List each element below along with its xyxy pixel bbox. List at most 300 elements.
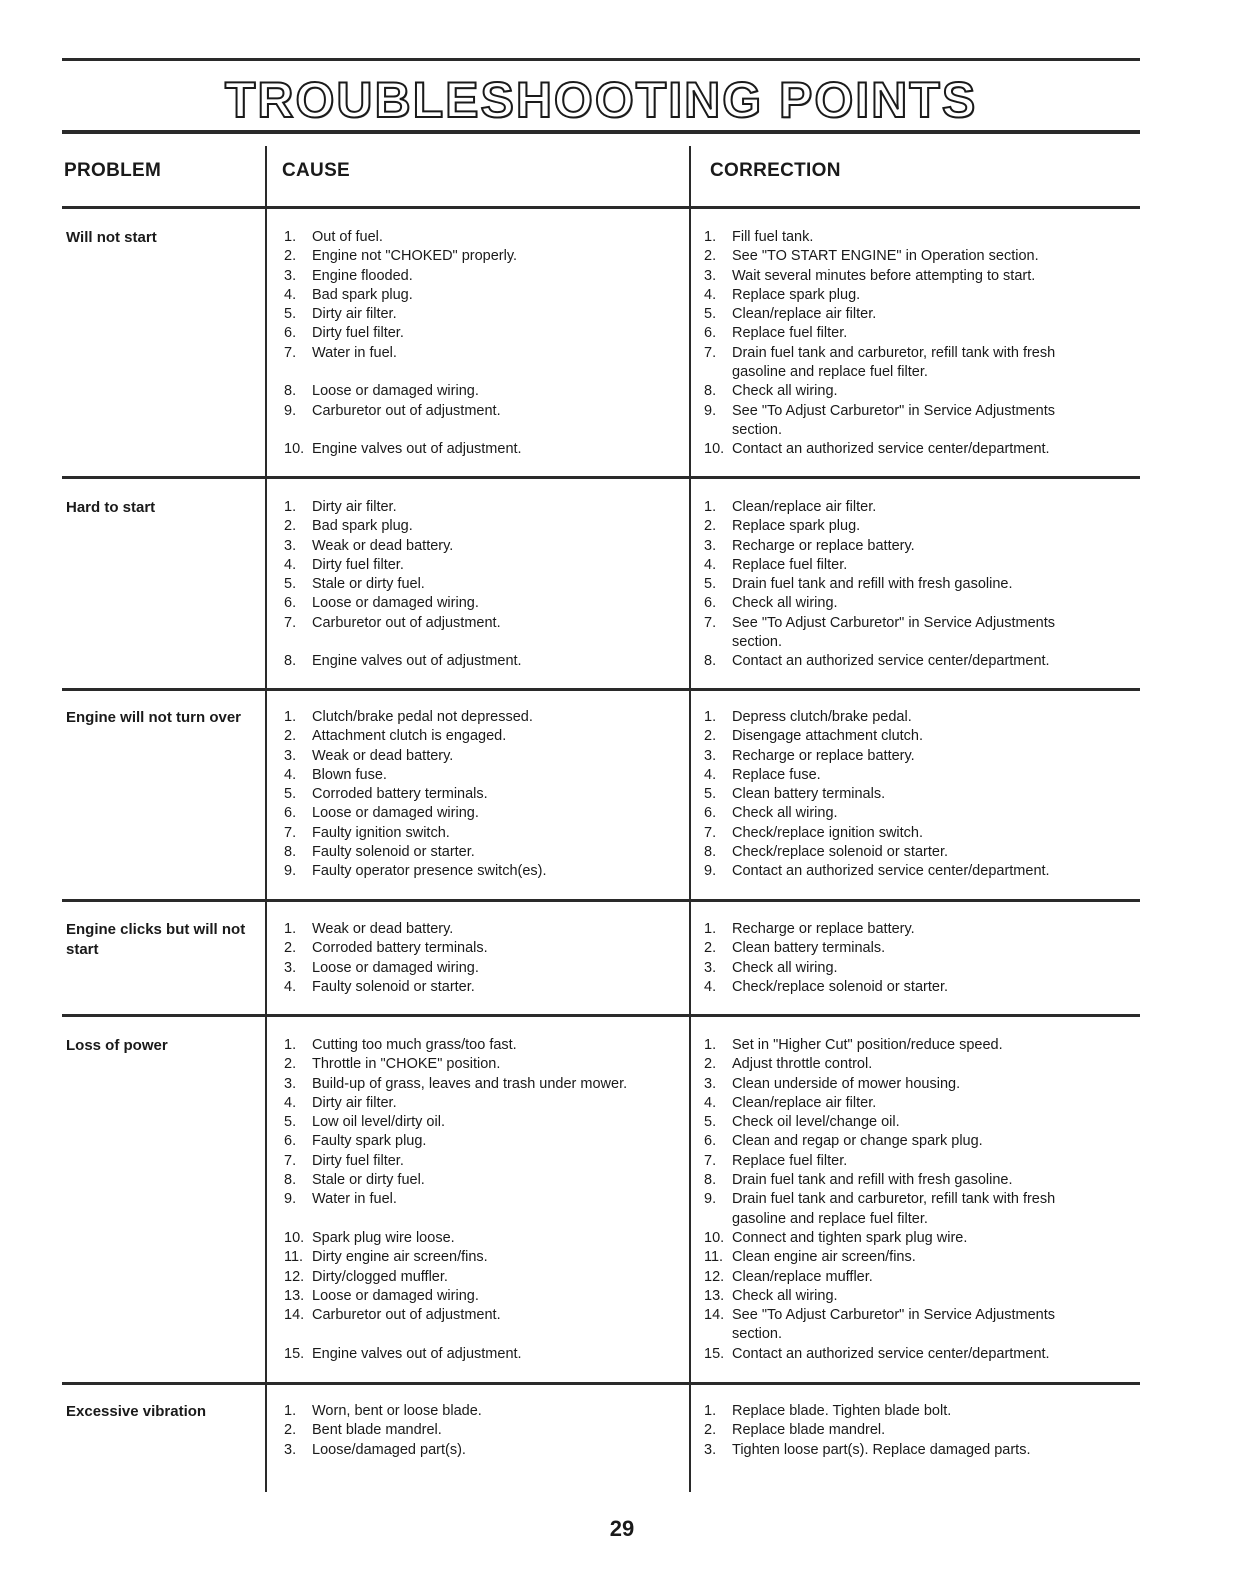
- item-text: Blown fuse.: [312, 766, 387, 783]
- item-number: 2.: [284, 940, 297, 957]
- list-item: [280, 267, 680, 286]
- item-number: 9.: [704, 402, 717, 419]
- list-item: [700, 727, 1100, 746]
- list-item: [700, 920, 1100, 939]
- item-number: 3.: [704, 267, 717, 284]
- item-text: Replace spark plug.: [732, 286, 861, 303]
- item-number: 4.: [704, 766, 717, 783]
- item-number: [280, 421, 312, 440]
- item-text: Weak or dead battery.: [312, 537, 454, 554]
- list-item: [700, 1287, 1100, 1306]
- list-item: [700, 1306, 1100, 1345]
- page-title: TROUBLESHOOTING POINTS: [224, 72, 978, 128]
- item-text: Carburetor out of adjustment.: [312, 1307, 501, 1324]
- item-text: Clean and regap or change spark plug.: [732, 1133, 983, 1150]
- item-number: 12.: [704, 1268, 725, 1285]
- item-number: 2.: [284, 248, 297, 265]
- item-number: 13.: [284, 1287, 305, 1304]
- list-item: [280, 594, 680, 613]
- list-item: [280, 1152, 680, 1171]
- item-text: Contact an authorized service center/department.: [732, 863, 1050, 880]
- item-number: 9.: [704, 1191, 717, 1208]
- list-item: [700, 1229, 1100, 1248]
- list-item: [700, 517, 1100, 536]
- list-item: [700, 575, 1100, 594]
- item-text: Contact an authorized service center/department.: [732, 653, 1050, 670]
- list-item: [700, 1345, 1100, 1364]
- item-text: Dirty/clogged muffler.: [312, 1268, 448, 1285]
- section-rule: [62, 476, 1140, 479]
- item-text: Water in fuel.: [312, 344, 397, 361]
- list-item: [280, 920, 680, 939]
- correction-list: [700, 1402, 1100, 1460]
- item-number: 7.: [704, 614, 717, 631]
- section-rule: [62, 1014, 1140, 1017]
- item-number: 10.: [704, 1229, 725, 1246]
- item-number: 3.: [704, 747, 717, 764]
- list-item: [280, 1325, 680, 1344]
- top-rule: [62, 58, 1140, 61]
- item-number: 3.: [284, 1075, 297, 1092]
- item-number: 9.: [704, 863, 717, 880]
- list-item: [700, 824, 1100, 843]
- item-text: Drain fuel tank and carburetor, refill tank with fresh gasoline and replace fuel filter.: [732, 344, 1056, 381]
- item-text: Loose or damaged wiring.: [312, 805, 479, 822]
- item-number: 8.: [284, 383, 297, 400]
- item-number: 2.: [704, 728, 717, 745]
- item-number: 4.: [704, 286, 717, 303]
- list-item: [280, 228, 680, 247]
- item-number: 11.: [704, 1249, 724, 1266]
- item-number: 8.: [704, 653, 717, 670]
- item-text: Clean engine air screen/fins.: [732, 1249, 916, 1266]
- list-item: [280, 862, 680, 881]
- item-number: 4.: [704, 556, 717, 573]
- item-number: 2.: [704, 518, 717, 535]
- item-number: 4.: [284, 286, 297, 303]
- item-text: Replace fuse.: [732, 766, 821, 783]
- item-text: Replace blade mandrel.: [732, 1422, 886, 1439]
- list-item: [280, 843, 680, 862]
- list-item: [280, 1345, 680, 1364]
- list-item: [280, 1210, 680, 1229]
- list-item: [280, 939, 680, 958]
- list-item: [700, 959, 1100, 978]
- cause-list: [280, 708, 680, 882]
- item-text: Weak or dead battery.: [312, 747, 454, 764]
- item-number: 8.: [284, 1172, 297, 1189]
- item-text: Replace fuel filter.: [732, 556, 848, 573]
- list-item: [700, 267, 1100, 286]
- list-item: [700, 344, 1100, 383]
- item-text: Check/replace solenoid or starter.: [732, 844, 948, 861]
- item-text: Cutting too much grass/too fast.: [312, 1037, 517, 1053]
- item-text: Attachment clutch is engaged.: [312, 728, 507, 745]
- item-number: 5.: [704, 576, 717, 593]
- list-item: [280, 382, 680, 401]
- item-number: 2.: [704, 248, 717, 265]
- item-text: Faulty solenoid or starter.: [312, 978, 475, 995]
- list-item: [700, 747, 1100, 766]
- list-item: [280, 1441, 680, 1460]
- item-number: 6.: [284, 1133, 297, 1150]
- list-item: [280, 1287, 680, 1306]
- item-number: 1.: [284, 709, 297, 725]
- list-item: [280, 1421, 680, 1440]
- cause-list: [280, 498, 680, 672]
- list-item: [700, 1094, 1100, 1113]
- item-text: Weak or dead battery.: [312, 921, 454, 937]
- item-text: Check all wiring.: [732, 805, 838, 822]
- list-item: [280, 727, 680, 746]
- item-number: [280, 633, 312, 652]
- list-item: [280, 652, 680, 671]
- item-text: Stale or dirty fuel.: [312, 576, 425, 593]
- item-number: 1.: [704, 1037, 717, 1053]
- item-number: 9.: [284, 402, 297, 419]
- item-number: 5.: [284, 576, 297, 593]
- item-text: Recharge or replace battery.: [732, 537, 915, 554]
- correction-list: [700, 1036, 1100, 1364]
- list-item: [700, 843, 1100, 862]
- item-text: Clean underside of mower housing.: [732, 1075, 961, 1092]
- item-number: 2.: [284, 518, 297, 535]
- item-text: Clean battery terminals.: [732, 786, 886, 803]
- list-item: [700, 652, 1100, 671]
- item-number: 3.: [284, 537, 297, 554]
- correction-list: [700, 708, 1100, 882]
- list-item: [700, 440, 1100, 459]
- item-text: See "To Adjust Carburetor" in Service Adjustments section.: [732, 614, 1056, 651]
- item-text: Loose or damaged wiring.: [312, 1287, 479, 1304]
- item-number: 5.: [704, 786, 717, 803]
- item-number: 12.: [284, 1268, 305, 1285]
- list-item: [700, 614, 1100, 653]
- item-number: 4.: [284, 1094, 297, 1111]
- problem-label: Hard to start: [66, 499, 156, 516]
- item-text: Loose or damaged wiring.: [312, 383, 479, 400]
- item-number: 2.: [284, 1422, 297, 1439]
- item-text: Dirty fuel filter.: [312, 325, 404, 342]
- item-text: Dirty fuel filter.: [312, 1152, 404, 1169]
- item-text: [312, 363, 680, 382]
- item-number: 3.: [704, 1075, 717, 1092]
- item-number: 11.: [284, 1249, 304, 1266]
- item-number: 1.: [704, 921, 717, 937]
- cause-list: [280, 228, 680, 460]
- item-text: Faulty operator presence switch(es).: [312, 863, 547, 880]
- item-number: 4.: [704, 1094, 717, 1111]
- list-item: [700, 1113, 1100, 1132]
- list-item: [280, 498, 680, 517]
- list-item: [700, 402, 1100, 441]
- problem-label: Excessive vibration: [66, 1403, 207, 1420]
- item-text: [312, 633, 680, 652]
- list-item: [700, 1402, 1100, 1421]
- problem-label: Loss of power: [66, 1037, 168, 1054]
- item-text: Corroded battery terminals.: [312, 940, 488, 957]
- item-number: 5.: [284, 306, 297, 323]
- list-item: [280, 1171, 680, 1190]
- item-text: Replace fuel filter.: [732, 325, 848, 342]
- item-text: Worn, bent or loose blade.: [312, 1403, 482, 1419]
- list-item: [700, 1075, 1100, 1094]
- list-item: [280, 1190, 680, 1209]
- item-number: 8.: [284, 844, 297, 861]
- list-item: [280, 1248, 680, 1267]
- cause-header: CAUSE: [282, 160, 351, 181]
- item-text: Tighten loose part(s). Replace damaged parts.: [732, 1441, 1031, 1458]
- item-text: Bad spark plug.: [312, 518, 413, 535]
- list-item: [700, 708, 1100, 727]
- item-number: 7.: [704, 344, 717, 361]
- item-text: Water in fuel.: [312, 1191, 397, 1208]
- list-item: [700, 766, 1100, 785]
- item-text: Check all wiring.: [732, 959, 838, 976]
- item-number: 6.: [704, 1133, 717, 1150]
- item-number: 3.: [284, 1441, 297, 1458]
- item-number: 1.: [284, 229, 297, 245]
- item-text: Set in "Higher Cut" position/reduce speed.: [732, 1037, 1003, 1053]
- item-number: 2.: [704, 1056, 717, 1073]
- item-number: 7.: [284, 824, 297, 841]
- item-number: 5.: [704, 1114, 717, 1131]
- correction-column-divider: [689, 146, 691, 1492]
- list-item: [280, 785, 680, 804]
- item-text: Replace spark plug.: [732, 518, 861, 535]
- item-text: Engine valves out of adjustment.: [312, 441, 522, 458]
- list-item: [700, 556, 1100, 575]
- item-number: 15.: [704, 1345, 725, 1362]
- item-number: 1.: [284, 921, 297, 937]
- item-number: [280, 1210, 312, 1229]
- item-number: 3.: [704, 959, 717, 976]
- item-number: 5.: [704, 306, 717, 323]
- item-text: Faulty ignition switch.: [312, 824, 450, 841]
- item-text: Adjust throttle control.: [732, 1056, 873, 1073]
- list-item: [280, 1268, 680, 1287]
- list-item: [700, 1421, 1100, 1440]
- list-item: [280, 517, 680, 536]
- item-text: Loose or damaged wiring.: [312, 959, 479, 976]
- item-number: 3.: [704, 1441, 717, 1458]
- list-item: [700, 785, 1100, 804]
- item-number: 1.: [704, 229, 717, 245]
- item-text: Contact an authorized service center/department.: [732, 1345, 1050, 1362]
- item-text: Dirty air filter.: [312, 499, 397, 515]
- list-item: [280, 575, 680, 594]
- list-item: [280, 440, 680, 459]
- list-item: [700, 228, 1100, 247]
- list-item: [280, 633, 680, 652]
- item-number: 1.: [704, 1403, 717, 1419]
- list-item: [280, 1113, 680, 1132]
- item-text: Check all wiring.: [732, 595, 838, 612]
- list-item: [280, 305, 680, 324]
- item-text: Out of fuel.: [312, 229, 383, 245]
- list-item: [280, 804, 680, 823]
- item-text: Check all wiring.: [732, 383, 838, 400]
- item-number: 10.: [284, 441, 305, 458]
- item-number: 7.: [284, 614, 297, 631]
- item-text: Throttle in "CHOKE" position.: [312, 1056, 501, 1073]
- list-item: [700, 1268, 1100, 1287]
- item-text: Engine valves out of adjustment.: [312, 1345, 522, 1362]
- list-item: [700, 1441, 1100, 1460]
- list-item: [280, 766, 680, 785]
- list-item: [700, 1055, 1100, 1074]
- item-number: 8.: [704, 844, 717, 861]
- cause-list: [280, 920, 680, 997]
- correction-list: [700, 498, 1100, 672]
- item-number: 6.: [284, 595, 297, 612]
- list-item: [280, 1402, 680, 1421]
- item-number: 14.: [704, 1307, 725, 1324]
- item-text: Check all wiring.: [732, 1287, 838, 1304]
- problem-label: Engine will not turn over: [66, 709, 242, 726]
- item-number: [280, 1325, 312, 1344]
- list-item: [280, 537, 680, 556]
- item-number: 8.: [704, 383, 717, 400]
- section-rule: [62, 688, 1140, 691]
- list-item: [700, 498, 1100, 517]
- item-number: 3.: [284, 747, 297, 764]
- problem-header: PROBLEM: [64, 160, 162, 181]
- list-item: [700, 382, 1100, 401]
- item-text: Low oil level/dirty oil.: [312, 1114, 445, 1131]
- item-text: Clean/replace air filter.: [732, 306, 877, 323]
- item-number: 7.: [704, 1152, 717, 1169]
- item-number: 13.: [704, 1287, 725, 1304]
- item-number: 2.: [704, 940, 717, 957]
- item-text: Check/replace solenoid or starter.: [732, 978, 948, 995]
- list-item: [700, 1036, 1100, 1055]
- list-item: [700, 1171, 1100, 1190]
- item-text: Clean/replace air filter.: [732, 1094, 877, 1111]
- item-text: See "To Adjust Carburetor" in Service Adjustments section.: [732, 1307, 1056, 1343]
- item-text: [312, 421, 680, 440]
- item-text: Contact an authorized service center/department.: [732, 441, 1050, 458]
- cause-column-divider: [265, 146, 267, 1492]
- item-text: See "To Adjust Carburetor" in Service Adjustments section.: [732, 402, 1056, 438]
- section-rule: [62, 899, 1140, 902]
- problem-label: Will not start: [66, 229, 157, 246]
- list-item: [280, 324, 680, 343]
- item-text: Drain fuel tank and refill with fresh gasoline.: [732, 576, 1013, 593]
- item-text: Dirty fuel filter.: [312, 556, 404, 573]
- item-text: Dirty air filter.: [312, 1094, 397, 1111]
- item-text: Faulty solenoid or starter.: [312, 844, 475, 861]
- list-item: [280, 363, 680, 382]
- problem-label: Engine clicks but will not start: [66, 921, 246, 958]
- correction-list: [700, 228, 1100, 460]
- item-text: Recharge or replace battery.: [732, 921, 915, 937]
- list-item: [280, 747, 680, 766]
- list-item: [700, 305, 1100, 324]
- page-number: 29: [609, 1516, 635, 1541]
- list-item: [700, 1132, 1100, 1151]
- item-text: Spark plug wire loose.: [312, 1229, 455, 1246]
- list-item: [700, 1152, 1100, 1171]
- cause-list: [280, 1036, 680, 1364]
- item-text: Recharge or replace battery.: [732, 747, 915, 764]
- item-number: 7.: [284, 344, 297, 361]
- list-item: [700, 594, 1100, 613]
- item-text: Dirty engine air screen/fins.: [312, 1249, 488, 1266]
- item-text: Loose or damaged wiring.: [312, 595, 479, 612]
- item-number: 3.: [704, 537, 717, 554]
- item-text: Drain fuel tank and carburetor, refill tank with fresh gasoline and replace fuel filter.: [732, 1191, 1056, 1227]
- item-text: Carburetor out of adjustment.: [312, 402, 501, 419]
- item-number: 4.: [284, 766, 297, 783]
- list-item: [700, 286, 1100, 305]
- item-number: 10.: [704, 441, 725, 458]
- item-text: [312, 1210, 680, 1229]
- item-number: 6.: [704, 325, 717, 342]
- item-text: Connect and tighten spark plug wire.: [732, 1229, 968, 1246]
- item-text: Disengage attachment clutch.: [732, 728, 924, 745]
- item-text: Bad spark plug.: [312, 286, 413, 303]
- list-item: [280, 247, 680, 266]
- list-item: [280, 556, 680, 575]
- list-item: [280, 402, 680, 421]
- list-item: [280, 959, 680, 978]
- item-text: Carburetor out of adjustment.: [312, 614, 501, 631]
- item-text: Bent blade mandrel.: [312, 1422, 442, 1439]
- item-number: 15.: [284, 1345, 305, 1362]
- item-number: 1.: [284, 499, 297, 515]
- item-text: Drain fuel tank and refill with fresh gasoline.: [732, 1172, 1013, 1189]
- cause-list: [280, 1402, 680, 1460]
- list-item: [280, 421, 680, 440]
- item-number: 10.: [284, 1229, 305, 1246]
- item-text: Wait several minutes before attempting to start.: [732, 267, 1036, 284]
- item-number: 7.: [704, 824, 717, 841]
- correction-header: CORRECTION: [710, 160, 841, 181]
- title-rule: [62, 130, 1140, 134]
- item-text: Dirty air filter.: [312, 306, 397, 323]
- item-number: 1.: [284, 1037, 297, 1053]
- item-number: 6.: [284, 805, 297, 822]
- item-number: 9.: [284, 1191, 297, 1208]
- list-item: [280, 1132, 680, 1151]
- list-item: [700, 324, 1100, 343]
- item-number: 7.: [284, 1152, 297, 1169]
- item-number: 4.: [284, 556, 297, 573]
- item-number: 2.: [284, 728, 297, 745]
- item-text: Engine flooded.: [312, 267, 413, 284]
- item-number: 1.: [704, 709, 717, 725]
- item-text: Clean/replace air filter.: [732, 499, 877, 515]
- item-text: Stale or dirty fuel.: [312, 1172, 425, 1189]
- list-item: [280, 1306, 680, 1325]
- item-number: 6.: [704, 595, 717, 612]
- item-number: 1.: [704, 499, 717, 515]
- list-item: [280, 978, 680, 997]
- item-number: 9.: [284, 863, 297, 880]
- list-item: [280, 1036, 680, 1055]
- item-number: 1.: [284, 1403, 297, 1419]
- correction-list: [700, 920, 1100, 997]
- item-text: Check/replace ignition switch.: [732, 824, 924, 841]
- item-text: Clean/replace muffler.: [732, 1268, 873, 1285]
- item-number: 8.: [284, 653, 297, 670]
- list-item: [280, 1094, 680, 1113]
- item-text: Replace blade. Tighten blade bolt.: [732, 1403, 952, 1419]
- list-item: [700, 862, 1100, 881]
- item-text: Check oil level/change oil.: [732, 1114, 900, 1131]
- item-text: Replace fuel filter.: [732, 1152, 848, 1169]
